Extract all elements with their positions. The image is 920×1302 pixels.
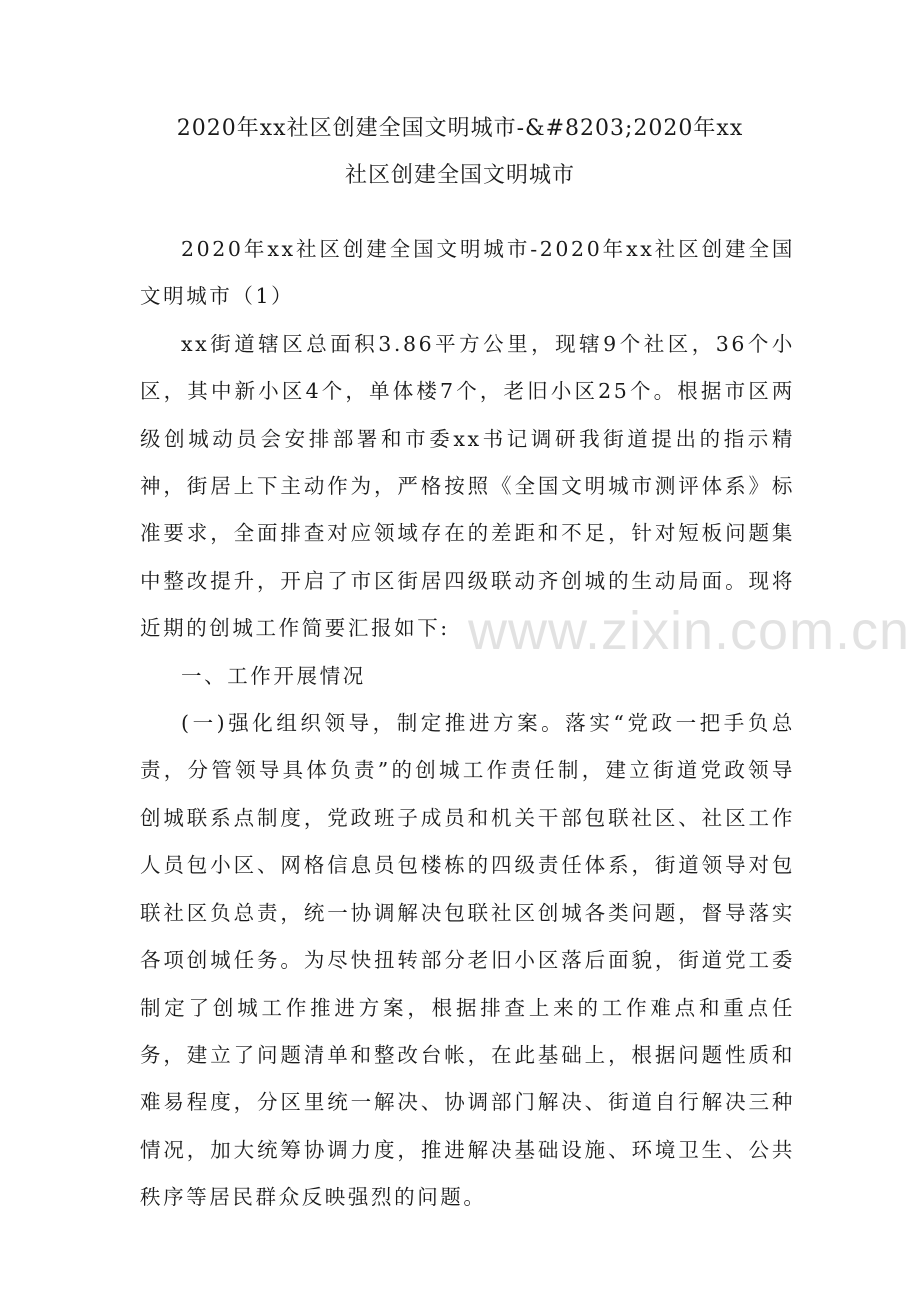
paragraph-subtitle: 2020年xx社区创建全国文明城市-2020年xx社区创建全国文明城市（1） [140,237,795,309]
paragraph-organization: (一)强化组织领导，制定推进方案。落实“党政一把手负总责，分管领导具体负责”的创城工作责任制，建立街道党政领导创城联系点制度，党政班子成员和机关干部包联社区、社区工作人员包小区、网格信息员包楼栋的四级责任体系，街道领导对包联社区负总责，统一协调解决包联社区创城各类问题，督导落实各项创城任务。为尽快扭转部分老旧小区落后面貌，街道党工委制定了创城工作推进方案，根据排查上来的工作难点和重点任务，建立了问题清单和整改台帐，在此基础上，根据问题性质和难易程度，分区里统一解决、协调部门解决、街道自行解决三种情况，加大统筹协调力度，推进解决基础设施、环境卫生、公共秩序等居民群众反映强烈的问题。 [140,711,795,1210]
paragraph-overview: xx街道辖区总面积3.86平方公里，现辖9个社区，36个小区，其中新小区4个，单体楼7个，老旧小区25个。根据市区两级创城动员会安排部署和市委xx书记调研我街道提出的指示精神，街居上下主动作为，严格按照《全国文明城市测评体系》标准要求，全面排查对应领域存在的差距和不足，针对短板问题集中整改提升，开启了市区街居四级联动齐创城的生动局面。现将近期的创城工作简要汇报如下: [140,331,795,641]
document-title-line-2: 社区创建全国文明城市 [344,163,575,188]
watermark: www.zixin.com.cn [468,601,911,661]
document-body [140,226,795,1222]
document-title-line-1: 2020年xx社区创建全国文明城市-&#8203;2020年xx [176,116,744,141]
section-heading: 一、工作开展情况 [181,663,366,688]
